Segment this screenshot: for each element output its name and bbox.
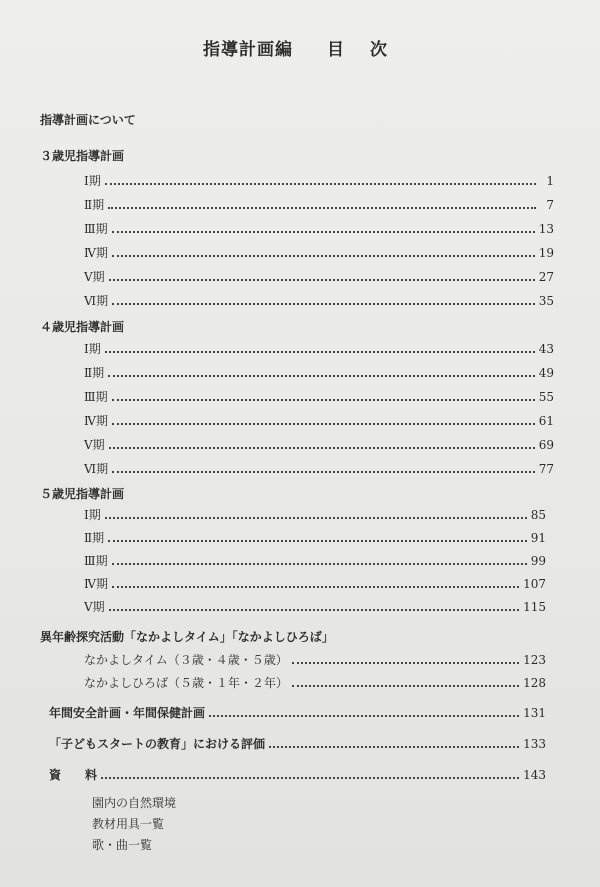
section-heading-age4: ４歳児指導計画 xyxy=(40,320,125,334)
dot-leader xyxy=(108,366,535,377)
dot-leader xyxy=(292,676,519,687)
entry-label: 「子どもスタートの教育」における評価 xyxy=(49,737,266,751)
toc-entry xyxy=(84,460,554,476)
entry-label: 年間安全計画・年間保健計画 xyxy=(49,706,206,720)
toc-entry-safety xyxy=(49,704,546,720)
dot-leader xyxy=(105,342,535,353)
entry-page: 43 xyxy=(538,342,554,356)
toc-entry xyxy=(84,436,554,452)
entry-page: 115 xyxy=(523,600,546,614)
entry-page: 107 xyxy=(523,577,546,591)
dot-leader xyxy=(269,737,519,748)
entry-label: Ⅱ期 xyxy=(84,366,105,380)
entry-page: 61 xyxy=(538,414,554,428)
dot-leader xyxy=(109,600,519,611)
entry-page: 133 xyxy=(523,737,546,751)
entry-label: Ⅱ期 xyxy=(84,531,105,545)
toc-entry xyxy=(84,506,546,522)
entry-label: Ⅵ期 xyxy=(84,294,109,308)
entry-label: Ⅳ期 xyxy=(84,577,108,591)
dot-leader xyxy=(112,414,535,425)
dot-leader xyxy=(112,246,535,257)
dot-leader xyxy=(101,768,519,779)
toc-entry xyxy=(84,220,554,236)
dot-leader xyxy=(109,270,535,281)
entry-page: 13 xyxy=(538,222,554,236)
toc-entry xyxy=(84,244,554,260)
entry-page: 55 xyxy=(538,390,554,404)
dot-leader xyxy=(109,438,535,449)
toc-entry xyxy=(84,575,546,591)
materials-item: 教材用具一覧 xyxy=(92,817,165,831)
toc-entry xyxy=(84,412,554,428)
entry-page: 77 xyxy=(538,462,554,476)
entry-page: 123 xyxy=(523,653,546,667)
entry-page: 19 xyxy=(538,246,554,260)
entry-page: 128 xyxy=(523,676,546,690)
page-title xyxy=(0,35,600,60)
entry-label: Ⅲ期 xyxy=(84,390,108,404)
entry-page: 99 xyxy=(530,554,546,568)
entry-label: Ⅴ期 xyxy=(84,438,105,452)
toc-entry xyxy=(84,340,554,356)
toc-entry-materials xyxy=(49,766,546,782)
entry-label: Ⅳ期 xyxy=(84,414,108,428)
entry-page: 85 xyxy=(530,508,546,522)
section-heading-age5: ５歳児指導計画 xyxy=(40,487,125,501)
toc-entry xyxy=(84,598,546,614)
dot-leader xyxy=(112,577,519,588)
section-heading-age3: ３歳児指導計画 xyxy=(40,149,125,163)
entry-page: 7 xyxy=(546,198,554,212)
entry-page: 27 xyxy=(538,270,554,284)
dot-leader xyxy=(108,531,527,542)
toc-entry xyxy=(84,364,554,380)
entry-page: 143 xyxy=(523,768,546,782)
entry-page: 91 xyxy=(530,531,546,545)
dot-leader xyxy=(209,706,519,717)
entry-label: Ⅵ期 xyxy=(84,462,109,476)
title-sub: 目 次 xyxy=(327,40,397,60)
entry-page: 35 xyxy=(538,294,554,308)
toc-entry xyxy=(84,292,554,308)
toc-entry xyxy=(84,268,554,284)
dot-leader xyxy=(112,554,527,565)
entry-label: Ⅲ期 xyxy=(84,222,108,236)
toc-entry xyxy=(84,196,554,212)
materials-item: 歌・曲一覧 xyxy=(92,838,153,852)
title-main: 指導計画編 xyxy=(203,40,294,60)
entry-page: 69 xyxy=(538,438,554,452)
dot-leader xyxy=(112,294,535,305)
dot-leader xyxy=(105,174,536,185)
entry-page: 49 xyxy=(538,366,554,380)
entry-label: Ⅴ期 xyxy=(84,270,105,284)
entry-label: Ⅴ期 xyxy=(84,600,105,614)
dot-leader xyxy=(105,508,527,519)
dot-leader xyxy=(112,222,535,233)
toc-entry xyxy=(84,552,546,568)
entry-page: 131 xyxy=(523,706,546,720)
toc-entry xyxy=(84,388,554,404)
entry-label: Ⅲ期 xyxy=(84,554,108,568)
toc-entry xyxy=(84,529,546,545)
intro-heading: 指導計画について xyxy=(40,113,136,127)
toc-entry xyxy=(84,172,554,188)
toc-entry xyxy=(84,674,546,690)
dot-leader xyxy=(292,653,519,664)
entry-label: なかよしタイム（３歳・４歳・５歳） xyxy=(84,653,288,667)
entry-label: Ⅳ期 xyxy=(84,246,108,260)
entry-label: Ⅰ期 xyxy=(84,508,101,522)
entry-label: Ⅰ期 xyxy=(84,174,101,188)
entry-label: なかよしひろば（５歳・１年・２年） xyxy=(84,676,289,690)
entry-label: 資 料 xyxy=(49,768,98,782)
materials-item: 園内の自然環境 xyxy=(92,796,177,810)
toc-entry-evaluation xyxy=(49,735,546,751)
entry-label: Ⅰ期 xyxy=(84,342,101,356)
dot-leader xyxy=(108,198,536,209)
dot-leader xyxy=(112,462,535,473)
entry-label: Ⅱ期 xyxy=(84,198,105,212)
dot-leader xyxy=(112,390,535,401)
toc-entry xyxy=(84,651,546,667)
section-heading-mixed: 異年齢探究活動「なかよしタイム」「なかよしひろば」 xyxy=(40,630,334,644)
entry-page: 1 xyxy=(546,174,554,188)
